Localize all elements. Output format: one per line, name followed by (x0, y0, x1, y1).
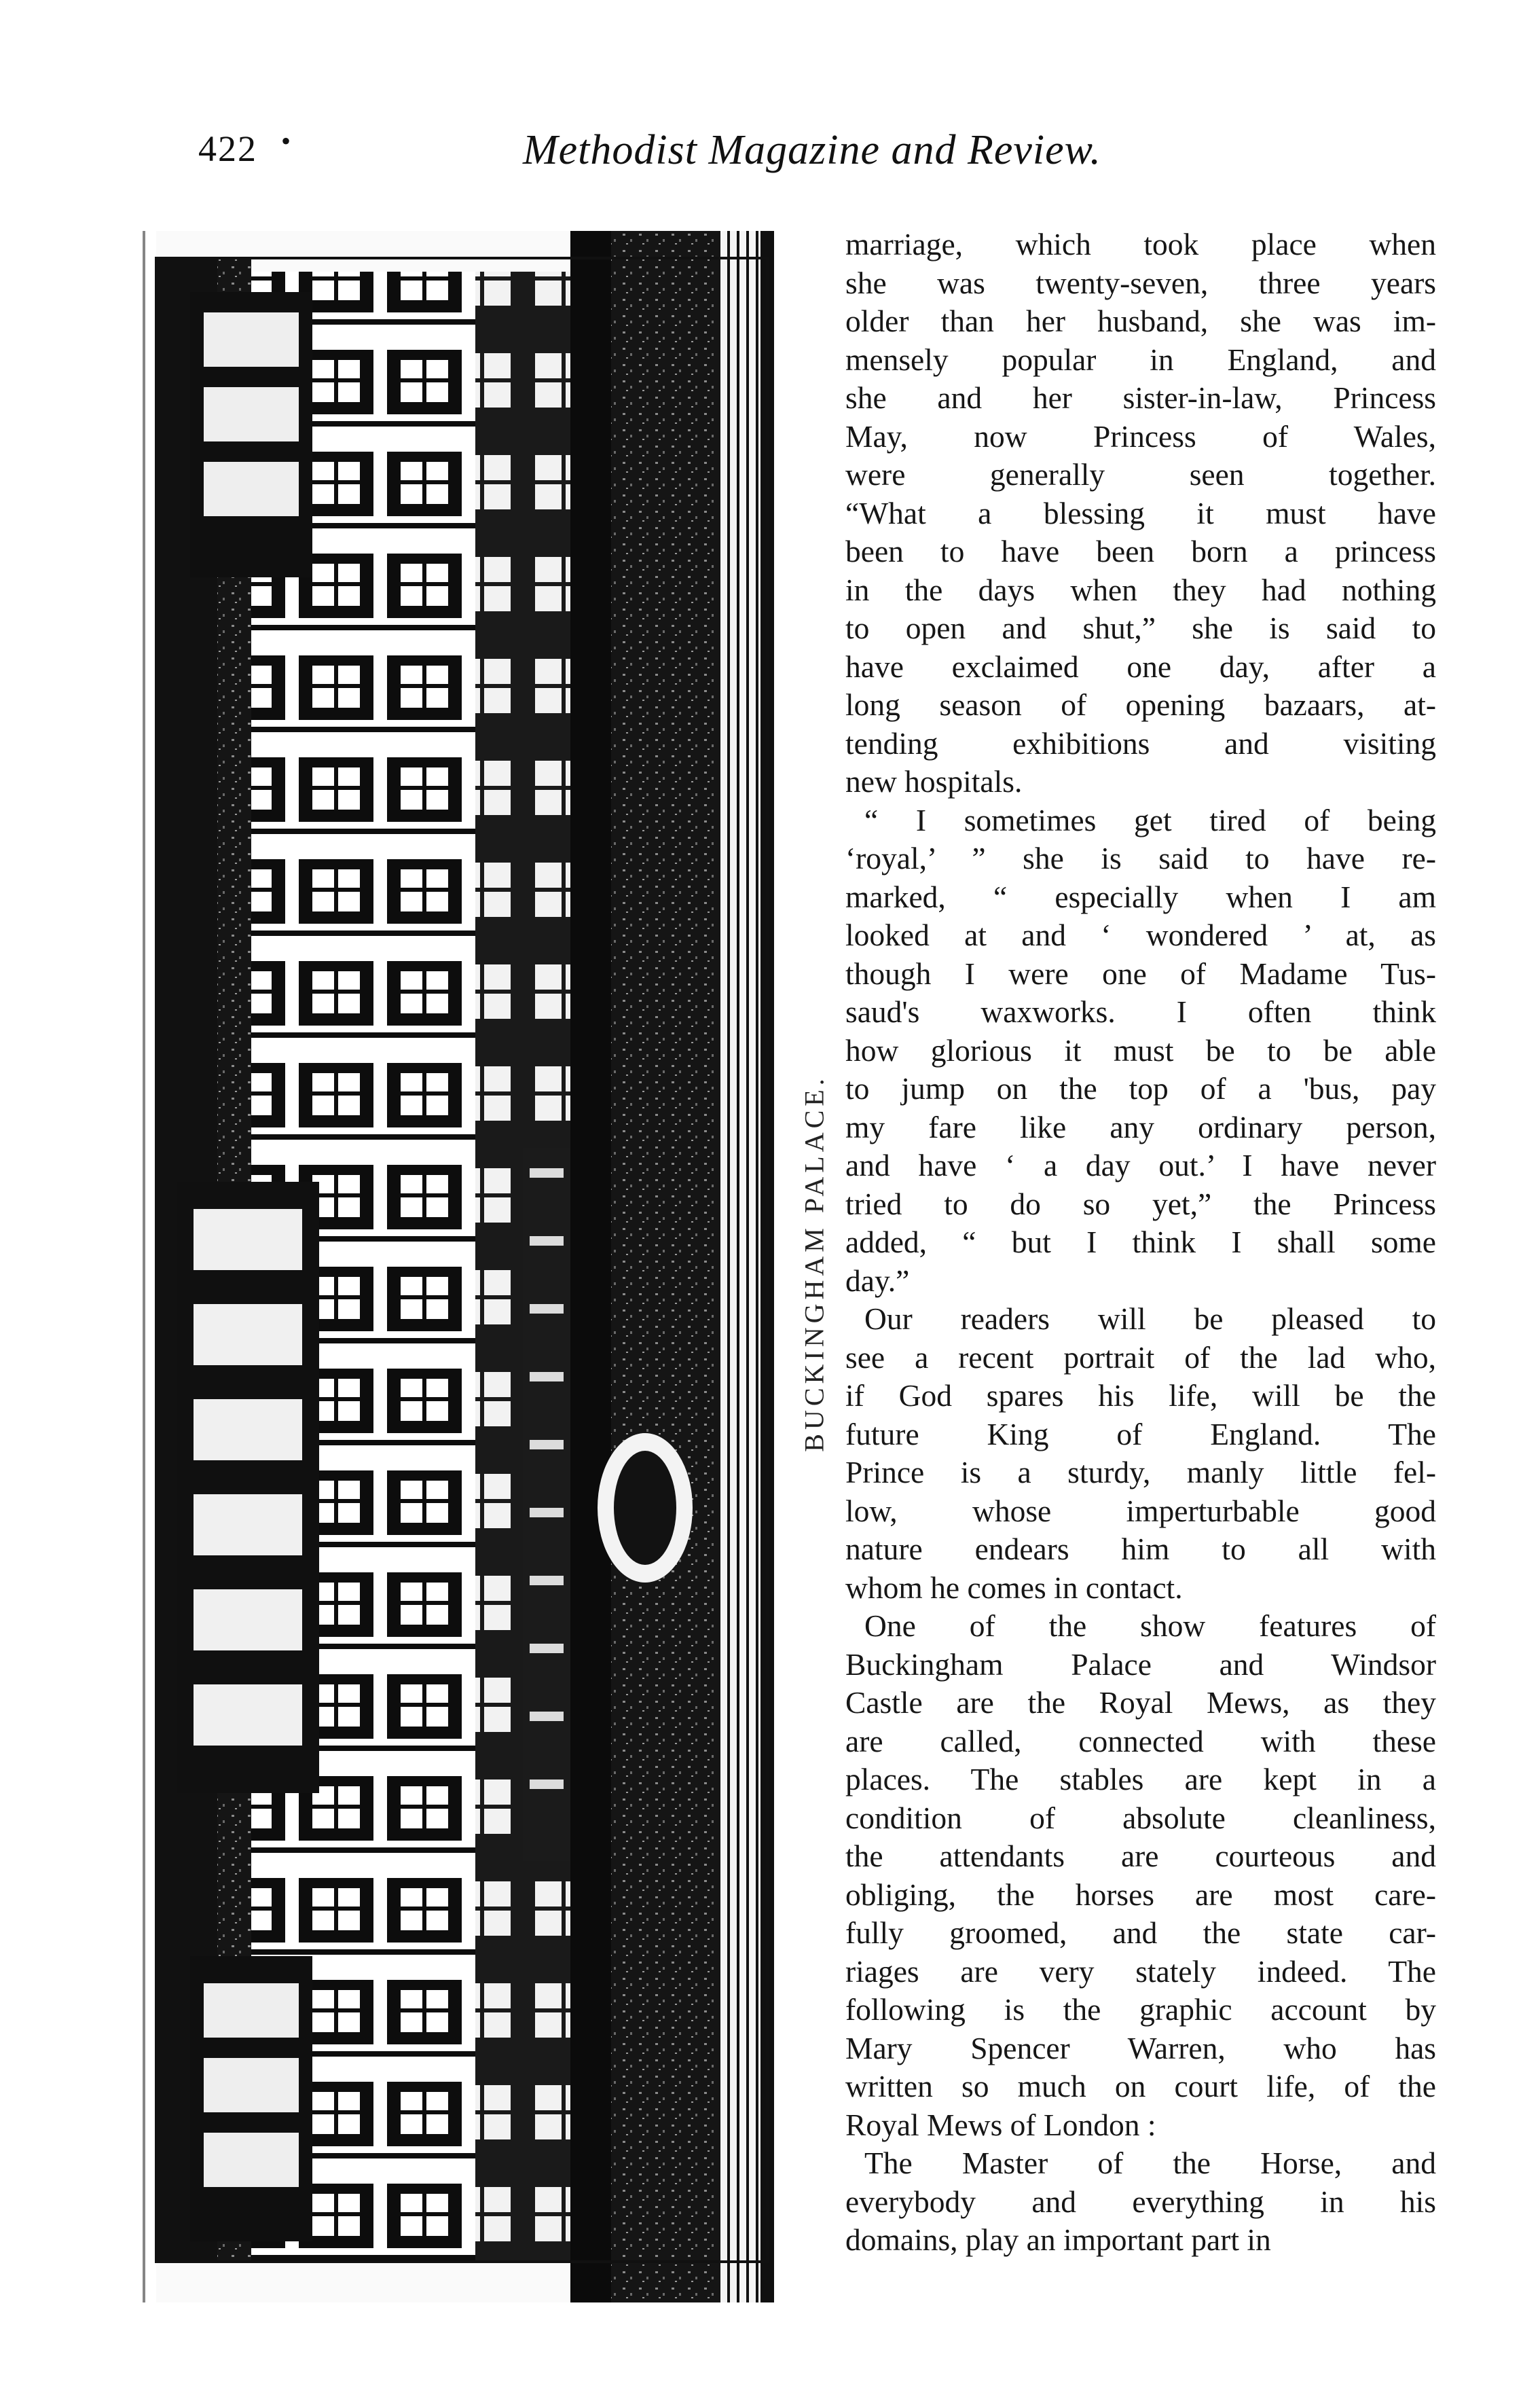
text-line: though I were one of Madame Tus- (845, 956, 1436, 991)
paragraph (845, 2144, 1436, 2260)
text-line: low, whose imperturbable good (845, 1493, 1436, 1528)
text-line: obliging, the horses are most care- (845, 1877, 1436, 1912)
text-line: how glorious it must be to be able (845, 1032, 1436, 1068)
paragraph (845, 1300, 1436, 1607)
text-line: everybody and everything in his (845, 2184, 1436, 2219)
text-line: Buckingham Palace and Windsor (845, 1646, 1436, 1682)
text-line: saud's waxworks. I often think (845, 994, 1436, 1029)
text-line: if God spares his life, will be the (845, 1378, 1436, 1413)
text-line: domains, play an important part in (845, 2222, 1271, 2257)
text-line: “ I sometimes get tired of being (864, 802, 1436, 837)
text-line: and have ‘ a day out.’ I have never (845, 1148, 1436, 1182)
text-line: been to have been born a princess (845, 534, 1436, 568)
text-line: Prince is a sturdy, manly little fel- (845, 1455, 1436, 1489)
text-line: she and her sister-in-law, Princess (845, 380, 1436, 415)
text-line: riages are very stately indeed. The (845, 1953, 1436, 1989)
text-line: condition of absolute cleanliness, (845, 1800, 1436, 1835)
text-line: following is the graphic account by (845, 1992, 1436, 2027)
text-line: are called, connected with these (845, 1723, 1436, 1758)
page-number: 422 (198, 128, 257, 169)
text-line: see a recent portrait of the lad who, (845, 1339, 1436, 1375)
text-line: fully groomed, and the state car- (845, 1915, 1436, 1950)
text-line: Castle are the Royal Mews, as they (845, 1685, 1436, 1720)
text-line: Our readers will be pleased to (864, 1301, 1436, 1336)
paragraph (845, 225, 1436, 801)
text-line: May, now Princess of Wales, (845, 418, 1436, 454)
text-line: tending exhibitions and visiting (845, 725, 1436, 761)
text-line: to jump on the top of a 'bus, pay (845, 1071, 1436, 1106)
text-line: marriage, which took place when (845, 227, 1436, 261)
text-line: whom he comes in contact. (845, 1570, 1183, 1605)
text-line: nature endears him to all with (845, 1532, 1436, 1566)
running-title: Methodist Magazine and Review. (523, 127, 1101, 173)
paragraph (845, 801, 1436, 1301)
text-line: mensely popular in England, and (845, 342, 1436, 377)
text-line: to open and shut,” she is said to (845, 611, 1436, 645)
article-text (845, 225, 1436, 2260)
caption-text: BUCKINGHAM PALACE. (799, 1074, 830, 1452)
text-line: looked at and ‘ wondered ’ at, as (845, 918, 1436, 952)
paragraph (845, 1607, 1436, 2144)
text-line: The Master of the Horse, and (864, 2146, 1436, 2180)
text-line: Mary Spencer Warren, who has (845, 2030, 1436, 2065)
text-line: places. The stables are kept in a (845, 1762, 1436, 1796)
text-line: new hospitals. (845, 764, 1023, 799)
palace-engraving (115, 231, 774, 2302)
text-line: in the days when they had nothing (845, 572, 1436, 607)
text-line: my fare like any ordinary person, (845, 1109, 1436, 1144)
text-line: the attendants are courteous and (845, 1839, 1436, 1873)
text-line: older than her husband, she was im- (845, 304, 1436, 338)
text-line: have exclaimed one day, after a (845, 649, 1436, 684)
text-line: One of the show features of (864, 1608, 1436, 1643)
text-line: added, “ but I think I shall some (845, 1225, 1436, 1259)
text-line: tried to do so yet,” the Princess (845, 1186, 1436, 1221)
text-line: written so much on court life, of the (845, 2069, 1436, 2103)
figure-caption (793, 1074, 835, 1452)
text-line: “What a blessing it must have (845, 495, 1436, 530)
text-line: marked, “ especially when I am (845, 879, 1436, 914)
text-line: Royal Mews of London : (845, 2107, 1156, 2142)
text-line: day.” (845, 1263, 910, 1298)
text-line: future King of England. The (845, 1416, 1436, 1451)
text-line: were generally seen together. (845, 457, 1436, 492)
text-line: ‘royal,’ ” she is said to have re- (845, 841, 1436, 875)
text-line: long season of opening bazaars, at- (845, 687, 1436, 722)
header-bullet: • (281, 126, 291, 156)
text-line: she was twenty-seven, three years (845, 265, 1436, 300)
